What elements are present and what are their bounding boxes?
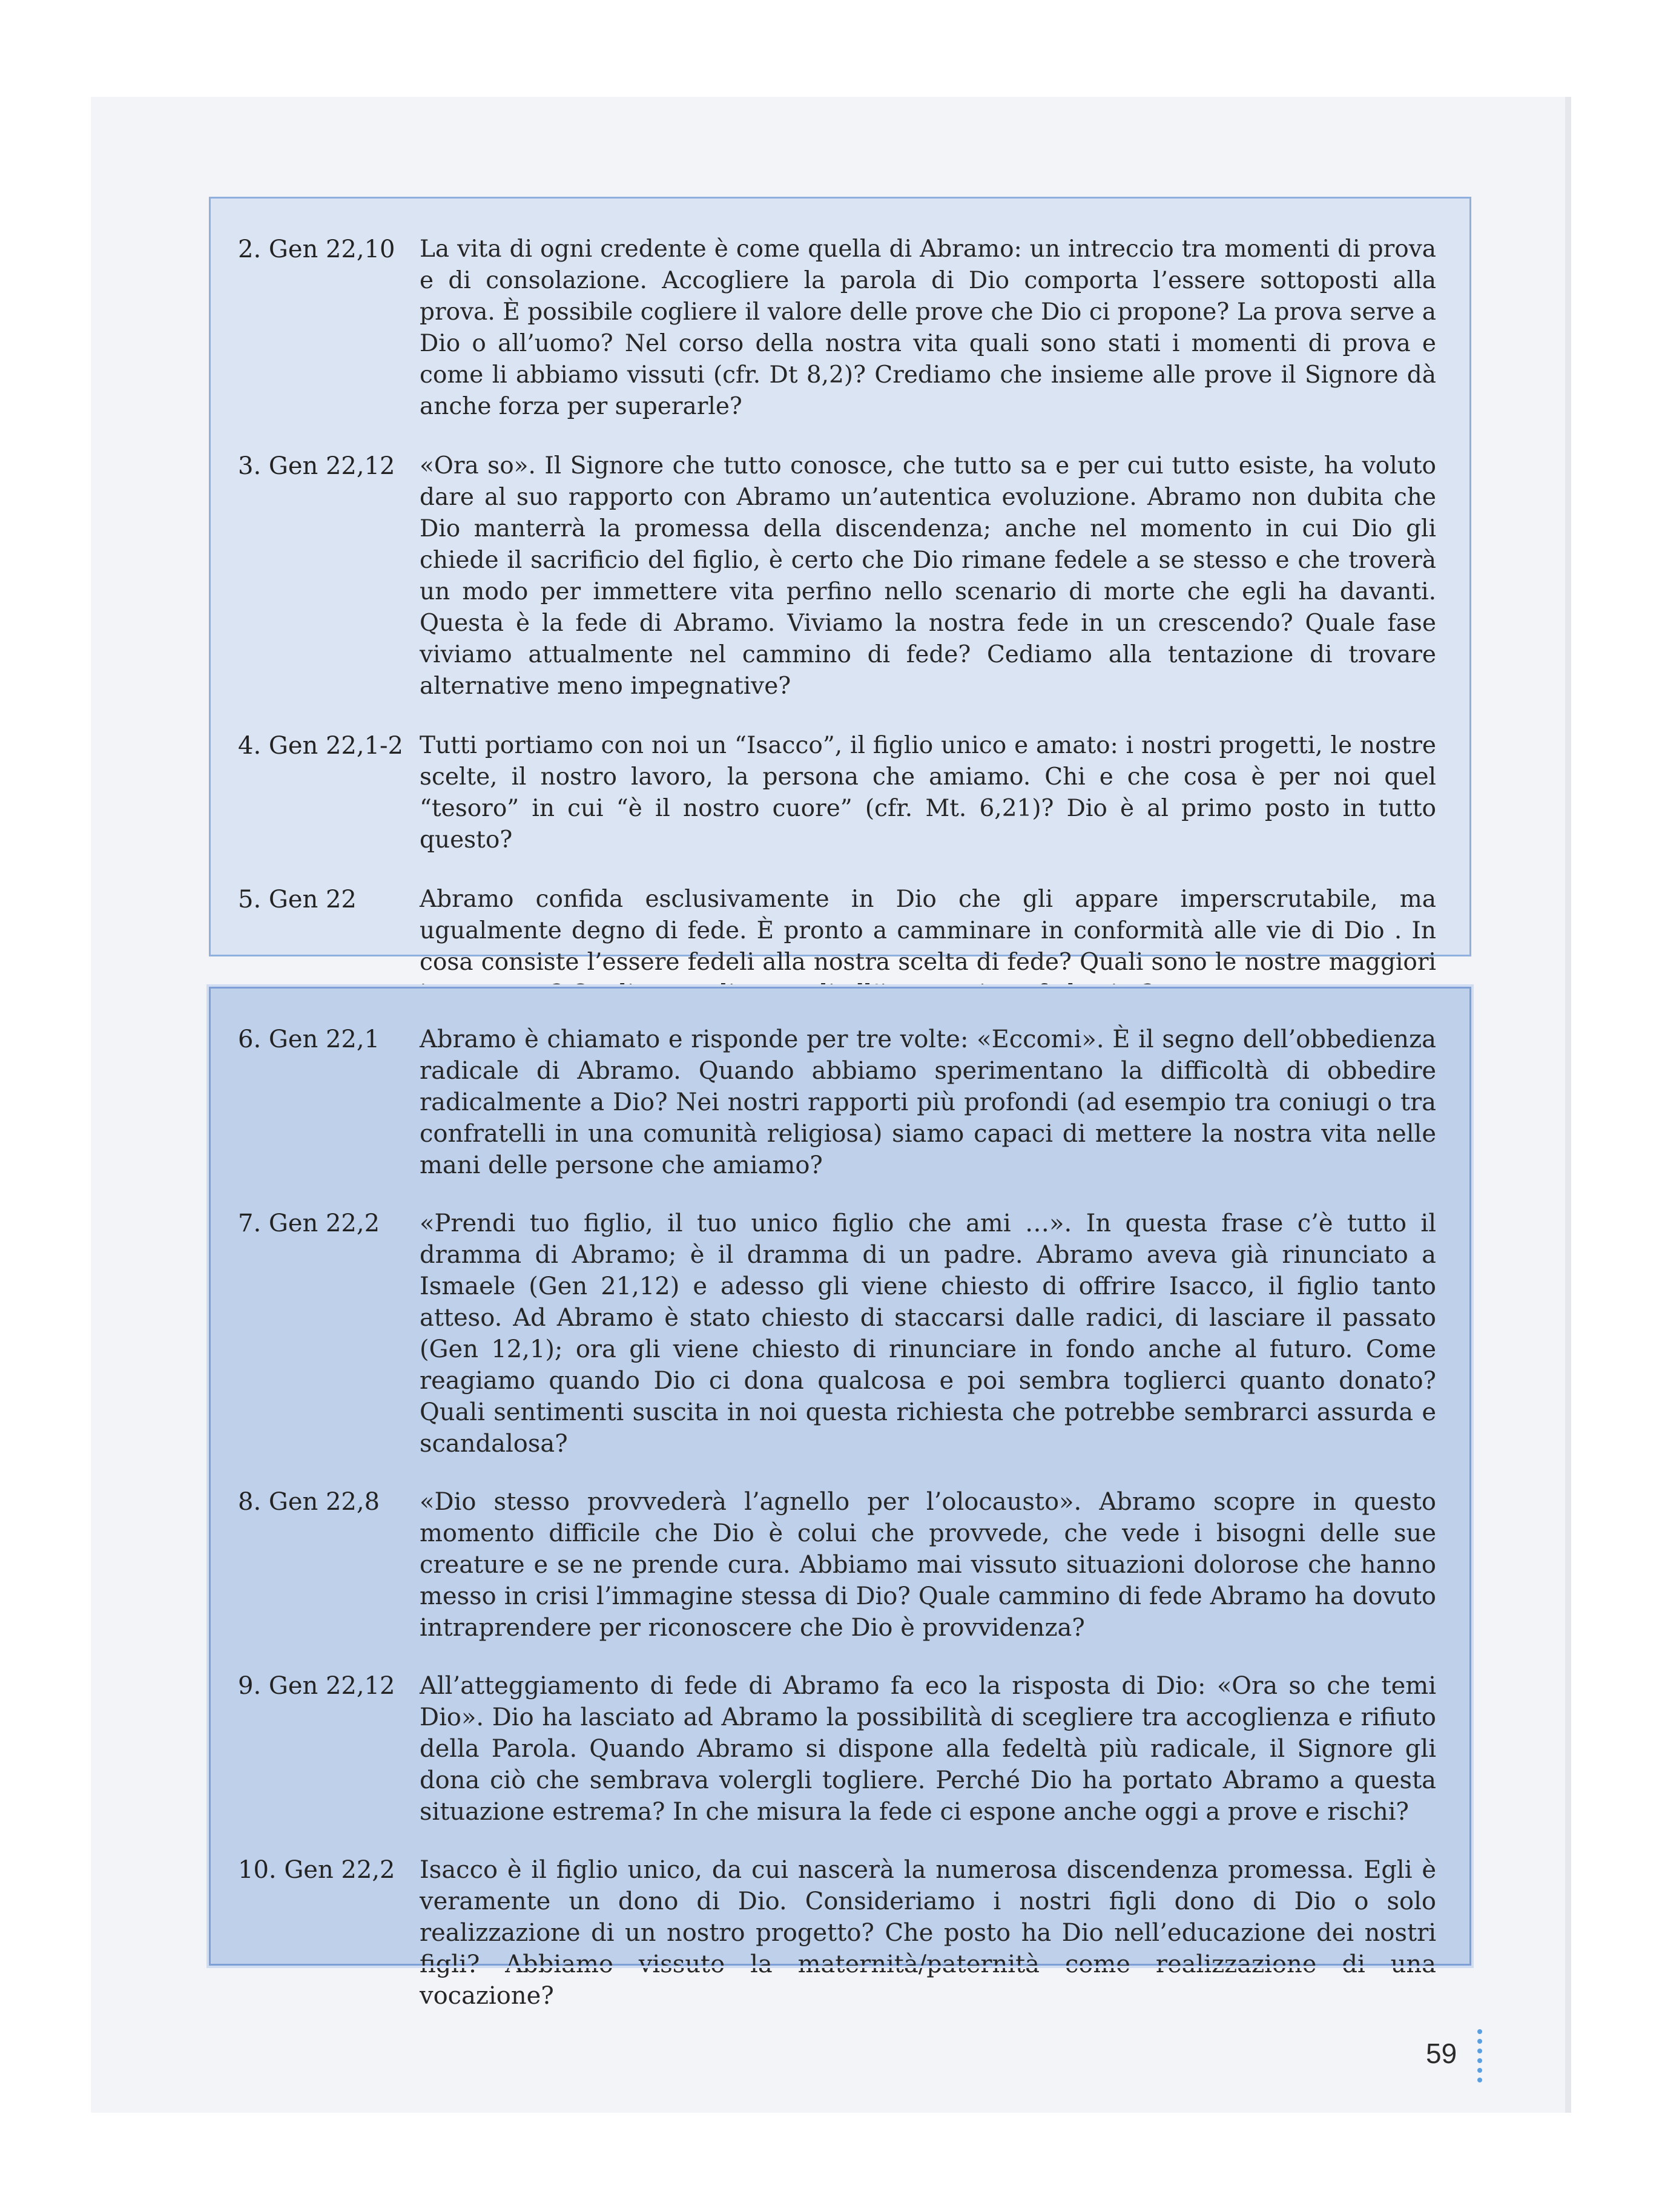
dot-icon (1477, 2058, 1482, 2063)
question-text: «Prendi tuo figlio, il tuo unico figlio che ami …». In questa frase c’è tutto il dramma di Abramo; è il dramma di un padre. Abramo aveva già rinunciato a Ismaele (Gen 21,12) e adesso gli viene chiesto di offrire Isacco, il figlio tanto atteso. Ad Abramo è stato chiesto di staccarsi dalle radici, di lasciare il passato (Gen 12,1); ora gli viene chiesto di rinunciare in fondo anche al futuro. Come reagiamo quando Dio ci dona qualcosa e poi sembra toglierci quanto donato? Quali sentimenti suscita in noi questa richiesta che potrebbe sembrarci assurda e scandalosa? (420, 1210, 1436, 1458)
question-ref: 8. Gen 22,8 (238, 1488, 380, 1516)
question-item (238, 1670, 1436, 1828)
question-text: «Ora so». Il Signore che tutto conosce, che tutto sa e per cui tutto esiste, ha voluto dare al suo rapporto con Abramo un’autentica evoluzione. Abramo non dubita che Dio manterrà la promessa della discendenza; anche nel momento in cui Dio gli chiede il sacrificio del figlio, è certo che Dio rimane fedele a se stesso e che troverà un modo per immettere vita perfino nello scenario di morte che egli ha davanti. Questa è la fede di Abramo. Viviamo la nostra fede in un crescendo? Quale fase viviamo attualmente nel cammino di fede? Cediamo alla tentazione di trovare alternative meno impegnative? (420, 452, 1436, 700)
question-item (238, 1854, 1436, 2012)
question-ref: 5. Gen 22 (238, 886, 357, 913)
question-text: «Dio stesso provvederà l’agnello per l’olocausto». Abramo scopre in questo momento difficile che Dio è colui che provvede, che vede i bisogni delle sue creature e se ne prende cura. Abbiamo mai vissuto situazioni dolorose che hanno messo in crisi l’immagine stessa di Dio? Quale cammino di fede Abramo ha dovuto intraprendere per riconoscere che Dio è provvidenza? (420, 1488, 1436, 1642)
question-ref: 4. Gen 22,1-2 (238, 732, 404, 760)
question-ref: 7. Gen 22,2 (238, 1210, 380, 1237)
questions-box-1 (209, 197, 1471, 976)
page-dots-decoration (1477, 2029, 1483, 2087)
page-number: 59 (1426, 2038, 1457, 2069)
question-ref: 10. Gen 22,2 (238, 1856, 395, 1884)
question-text: Tutti portiamo con noi un “Isacco”, il figlio unico e amato: i nostri progetti, le nostre scelte, il nostro lavoro, la persona che amiamo. Chi e che cosa è per noi quel “tesoro” in cui “è il nostro cuore” (cfr. Mt. 6,21)? Dio è al primo posto in tutto questo? (420, 732, 1436, 854)
dot-icon (1477, 2049, 1482, 2053)
question-ref: 2. Gen 22,10 (238, 235, 395, 263)
question-text: Abramo confida esclusivamente in Dio che gli appare imperscrutabile, ma ugualmente degno di fede. È pronto a camminare in conformità alle vie di Dio . In cosa consiste l’essere fedeli alla nostra scelta di fede? Quali sono le nostre maggiori (420, 886, 1436, 976)
question-text: All’atteggiamento di fede di Abramo fa eco la risposta di Dio: «Ora so che temi Dio». Dio ha lasciato ad Abramo la possibilità di scegliere tra accoglienza e rifiuto della Parola. Quando Abramo si dispone alla fedeltà più radicale, il Signore gli dona ciò che sembrava volergli togliere. Perché Dio ha portato Abramo a questa situazione estrema? In che misura la fede ci espone anche oggi a prove e rischi? (420, 1672, 1436, 1826)
questions-box-2 (209, 987, 1471, 2010)
question-item (238, 450, 1436, 702)
question-item (238, 1208, 1436, 1460)
question-ref: 3. Gen 22,12 (238, 452, 395, 480)
question-text: Isacco è il figlio unico, da cui nascerà la numerosa discendenza promessa. Egli è veramente un dono di Dio. Consideriamo i nostri figli dono di Dio o solo realizzazione di un nostro progetto? Che posto ha Dio nell’educazione dei nostri figli? Abbiamo vissuto la maternità/paternità come realizzazione di una vocazione? (420, 1856, 1436, 2010)
question-text: La vita di ogni credente è come quella di Abramo: un intreccio tra momenti di prova e di consolazione. Accogliere la parola di Dio comporta l’essere sottoposti alla prova. È possibile cogliere il valore delle prove che Dio ci propone? La prova serve a Dio o all’uomo? Nel corso della nostra vita quali sono stati i momenti di prova e come li abbiamo vissuti (cfr. Dt 8,2)? Crediamo che insieme alle prove il Signore dà anche forza per superarle? (420, 235, 1436, 420)
dot-icon (1477, 2068, 1482, 2073)
question-item (238, 730, 1436, 856)
question-ref: 9. Gen 22,12 (238, 1672, 395, 1700)
dot-icon (1477, 2029, 1482, 2034)
dot-icon (1477, 2078, 1482, 2082)
page-edge (1565, 97, 1571, 2113)
question-text: Abramo è chiamato e risponde per tre volte: «Eccomi». È il segno dell’obbedienza radicale di Abramo. Quando abbiamo sperimentano la difficoltà di obbedire radicalmente a Dio? Nei nostri rapporti più profondi (ad esempio tra coniugi o tra confratelli in una comunità religiosa) siamo capaci di mettere la nostra vita nelle mani delle persone che amiamo? (420, 1025, 1436, 1179)
question-ref: 6. Gen 22,1 (238, 1025, 380, 1053)
question-item (238, 234, 1436, 423)
question-item (238, 1486, 1436, 1644)
question-item (238, 1024, 1436, 1181)
dot-icon (1477, 2039, 1482, 2044)
